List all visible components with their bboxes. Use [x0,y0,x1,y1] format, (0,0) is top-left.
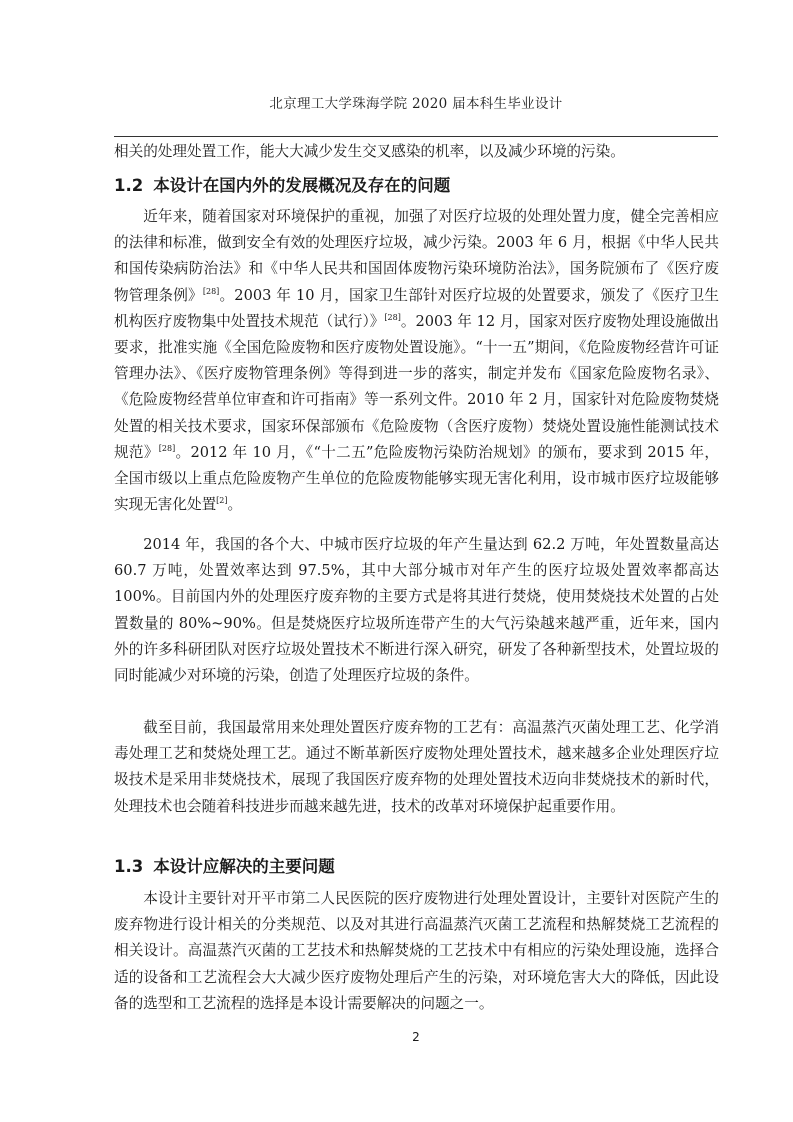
section-1-2-heading [114,175,719,197]
section-title: 本设计应解决的主要问题 [153,857,335,876]
citation: [28] [202,286,220,296]
section-1-2-paragraph-1 [114,204,719,518]
paragraph-text: 。 [227,496,243,514]
carryover-paragraph: 相关的处理处置工作，能大大减少发生交叉感染的机率，以及减少环境的污染。 [114,143,625,160]
citation: [28] [158,443,176,453]
paragraph-text: 。2003 年 10 月，国家卫生部针对医疗垃圾的处置要求，颁发了《医疗卫生机构医疗废物集中处置技术规范（试行）》 [114,286,719,330]
page-number: 2 [412,1030,420,1044]
header-rule [114,136,718,137]
section-number: 1.3 [114,857,144,876]
section-1-2-paragraph-3: 截至目前，我国最常用来处理处置医疗废弃物的工艺有：高温蒸汽灭菌处理工艺、化学消毒处理工艺和焚烧处理工艺。通过不断革新医疗废物处理处置技术，越来越多企业处理医疗垃圾技术是采用非焚烧技术，展现了我国医疗废弃物的处理处置技术迈向非焚烧技术的新时代，处理技术也会随着科技进步而越来越先进，技术的改革对环境保护起重要作用。 [114,719,719,815]
section-title: 本设计在国内外的发展概况及存在的问题 [153,176,451,195]
citation: [28] [384,312,401,322]
paragraph-text: 。2003 年 12 月，国家对医疗废物处理设施做出要求，批准实施《全国危险废物和医疗废物处置设施》。“十一五”期间，《危险废物经营许可证管理办法》、《医疗废物管理条例》等得到进一步的落实，制定并发布《国家危险废物名录》、《危险废物经营单位审查和许可指南》等一系列文件。2010 年 2 月，国家针对危险废物焚烧处置的相关技术要求，国家环保部颁布《危险废物（含医疗废物）焚烧处置设施性能测试技术规范》 [114,312,719,461]
section-1-3-heading [114,856,719,878]
citation: [2] [216,496,228,506]
section-1-3-paragraph-1: 本设计主要针对开平市第二人民医院的医疗废物进行处理处置设计，主要针对医院产生的废弃物进行设计相关的分类规范、以及对其进行高温蒸汽灭菌工艺流程和热解焚烧工艺流程的相关设计。高温蒸汽灭菌的工艺技术和热解焚烧的工艺技术中有相应的污染处理设施，选择合适的设备和工艺流程会大大减少医疗废物处理后产生的污染，对环境危害大大的降低，因此设备的选型和工艺流程的选择是本设计需要解决的问题之一。 [114,890,719,1012]
section-number: 1.2 [114,176,144,195]
paragraph-text: 。2012 年 10 月，《“十二五”危险废物污染防治规划》的颁布，要求到 2015 年，全国市级以上重点危险废物产生单位的危险废物能够实现无害化利用，设市城市医疗垃圾能够实现无害化处置 [114,443,719,514]
section-1-2-paragraph-2: 2014 年，我国的各个大、中城市医疗垃圾的年产生量达到 62.2 万吨，年处置数量高达 60.7 万吨，处置效率达到 97.5%，其中大部分城市对年产生的医疗垃圾处置效率都高达 100%。目前国内外的处理医疗废弃物的主要方式是将其进行焚烧，使用焚烧技术处置的占处置数量的 80%~90%。但是焚烧医疗垃圾所连带产生的大气污染越来越严重，近年来，国内外的许多科研团队对医疗垃圾处置技术不断进行深入研究，研发了各种新型技术，处置垃圾的同时能减少对环境的污染，创造了处理医疗垃圾的条件。 [114,536,719,685]
running-header: 北京理工大学珠海学院 2020 届本科生毕业设计 [269,96,563,112]
paragraph-text: 近年来，随着国家对环境保护的重视，加强了对医疗垃圾的处理处置力度，健全完善相应的法律和标准，做到安全有效的处理医疗垃圾，减少污染。2003 年 6 月，根据《中华人民共和国传染病防治法》和《中华人民共和国固体废物污染环境防治法》，国务院颁布了《医疗废物管理条例》 [114,208,719,304]
